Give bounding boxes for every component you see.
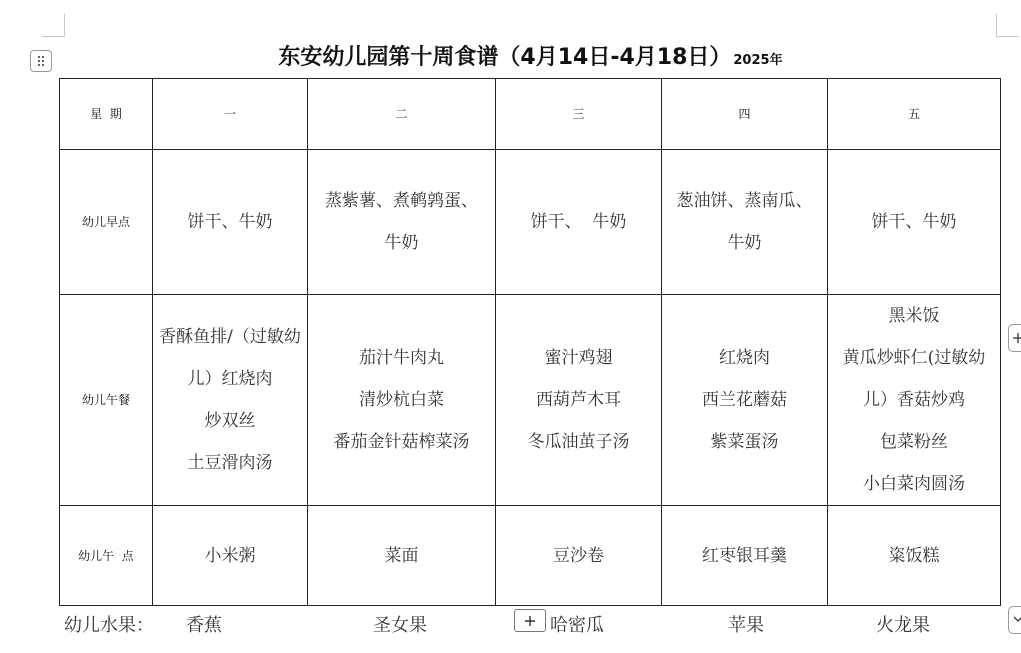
weekday-header-row <box>60 79 1001 150</box>
snack-cell-1[interactable]: 小米粥 <box>153 506 308 606</box>
lunch-5-line-1: 黑米饭 <box>888 306 940 326</box>
breakfast-1-line-1: 饼干、牛奶 <box>187 212 273 232</box>
page-corner-mark-left <box>42 14 65 37</box>
lunch-2-line-1: 茄汁牛肉丸 <box>359 348 444 368</box>
side-expand-icon[interactable] <box>1008 606 1021 634</box>
lunch-label: 幼儿午餐 <box>60 295 153 506</box>
lunch-5-line-4: 小白菜肉圆汤 <box>863 474 965 494</box>
lunch-cell-5[interactable] <box>828 295 1001 506</box>
lunch-2-line-2: 清炒杭白菜 <box>359 390 444 410</box>
lunch-2-line-3: 番茄金针菇榨菜汤 <box>333 432 470 452</box>
lunch-4-line-1: 红烧肉 <box>719 348 770 368</box>
breakfast-row <box>60 150 1001 295</box>
title-year: 2025年 <box>733 53 783 68</box>
page-corner-mark-right <box>996 14 1019 37</box>
add-column-plus-icon[interactable] <box>1008 324 1021 352</box>
fruit-item-5: 火龙果 <box>876 615 930 636</box>
lunch-1-line-1: 香酥鱼排/（过敏幼儿）红烧肉 <box>159 327 301 389</box>
breakfast-cell-1[interactable] <box>153 150 308 295</box>
breakfast-cell-5[interactable] <box>828 150 1001 295</box>
breakfast-3-line-1: 饼干、 牛奶 <box>530 212 627 232</box>
lunch-3-line-1: 蜜汁鸡翅 <box>544 348 613 368</box>
breakfast-cell-2[interactable] <box>308 150 496 295</box>
snack-cell-2[interactable]: 菜面 <box>308 506 496 606</box>
lunch-cell-1[interactable] <box>153 295 308 506</box>
lunch-3-line-3: 冬瓜油茧子汤 <box>527 432 630 452</box>
weekday-2: 二 <box>308 79 496 150</box>
lunch-4-line-3: 紫菜蛋汤 <box>710 432 779 452</box>
breakfast-cell-4[interactable] <box>662 150 828 295</box>
fruit-item-4: 苹果 <box>728 615 764 636</box>
fruit-item-1: 香蕉 <box>186 615 222 636</box>
snack-label: 幼儿午 点 <box>60 506 153 606</box>
weekday-label: 星 期 <box>60 79 153 150</box>
lunch-5-line-3: 包菜粉丝 <box>880 432 948 452</box>
breakfast-4-line-2: 牛奶 <box>727 233 762 253</box>
weekday-4: 四 <box>662 79 828 150</box>
breakfast-4-line-1: 葱油饼、蒸南瓜、 <box>676 191 813 211</box>
lunch-row <box>60 295 1001 506</box>
fruit-label: 幼儿水果： <box>64 615 154 636</box>
lunch-cell-4[interactable] <box>662 295 828 506</box>
snack-cell-4[interactable]: 红枣银耳羹 <box>662 506 828 606</box>
lunch-1-line-2: 炒双丝 <box>204 411 256 431</box>
lunch-5-line-2: 黄瓜炒虾仁(过敏幼儿）香菇炒鸡 <box>842 348 986 410</box>
lunch-4-line-2: 西兰花蘑菇 <box>702 390 787 410</box>
breakfast-2-line-1: 蒸紫薯、煮鹌鹑蛋、 <box>325 191 478 211</box>
weekday-5: 五 <box>828 79 1001 150</box>
weekday-3: 三 <box>496 79 662 150</box>
breakfast-2-line-2: 牛奶 <box>384 233 419 253</box>
lunch-1-line-3: 土豆滑肉汤 <box>187 453 273 473</box>
lunch-3-line-2: 西葫芦木耳 <box>536 390 621 410</box>
add-row-plus-icon[interactable] <box>514 609 546 632</box>
title-main: 东安幼儿园第十周食谱（4月14日-4月18日） <box>278 45 732 70</box>
breakfast-cell-3[interactable] <box>496 150 662 295</box>
weekday-1: 一 <box>153 79 308 150</box>
lunch-cell-2[interactable] <box>308 295 496 506</box>
breakfast-label: 幼儿早点 <box>60 150 153 295</box>
menu-table <box>59 78 1001 606</box>
fruit-row <box>0 608 1021 638</box>
fruit-item-3: 哈密瓜 <box>550 615 604 636</box>
snack-row <box>60 506 1001 606</box>
snack-cell-3[interactable]: 豆沙卷 <box>496 506 662 606</box>
breakfast-5-line-1: 饼干、牛奶 <box>871 212 957 232</box>
page-title <box>0 40 1021 71</box>
lunch-cell-3[interactable] <box>496 295 662 506</box>
fruit-item-2: 圣女果 <box>373 615 427 636</box>
snack-cell-5[interactable]: 粢饭糕 <box>828 506 1001 606</box>
